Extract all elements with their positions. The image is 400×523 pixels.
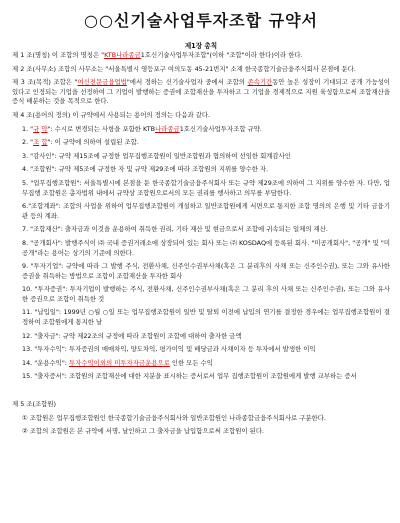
article-3	[12, 78, 390, 107]
article-5-clause-2: ② 조합의 조합원은 본 규약에 서명, 날인하고 그 출자금을 납입함으로써 조합원이 된다.	[22, 427, 265, 436]
definition-1-text-b: ": 수시로 변경되는 사항을 포함한 KTB	[47, 124, 155, 133]
definition-12: 12. "출자금": 규약 제22조의 규정에 따라 조합원이 조합에 대하여 출자한 금액	[22, 331, 242, 340]
definition-14-highlight: 투자수익이외의 미투자자금운용으로	[68, 358, 170, 367]
article-3-highlight-a: 여신전문금융업법	[77, 78, 127, 87]
definition-2-highlight-b: 합	[41, 138, 48, 147]
section-spacer	[12, 386, 390, 400]
article-3-text-c: 동안 높은 성장이 기대되고 공개 가능성이 있다고 인정되는 기업을 선정하여 그 기업이 발행하는 증권에 조합재산을 투자하고 그 기업을 경제적으로 지원 육성함으로써 조합재산을 증식 배분하는 것을 목적으로 한다.	[12, 78, 390, 106]
definition-9: 9. "투자기업": 규약에 따라 그 발행 주식, 전환사채, 신주인수권부사채(혹은 그 분리후의 사채 또는 신주인수권), 또는 그와 유사한 증권을 취득하는 방법으로 조합이 조합재산을 투자한 회사	[22, 262, 390, 280]
article-3-highlight-b: 존속기간	[247, 78, 273, 87]
article-4: 제 4 조(용어의 정의) 이 규약에서 사용되는 용어의 정의는 다음과 같다.	[12, 110, 211, 119]
article-3-text-b: "에서 정하는 신기술사업자 중에서 조합의	[126, 78, 248, 87]
definition-5: 5. "업무집행조합원": 서울특별시에 본점을 둔 한국종합기술금융주식회사 또는 규약 제29조에 의하여 그 지위를 양수한 자. 다만, 업무집행 조합원은 총자법위 내에서 규약상 조합원으로서의 모든 권리를 행사하고 의무를 부담한다.	[22, 178, 390, 197]
definition-13: 13. "투자수익": 투자증권의 매매차익, 양도차익, 평가이익 및 배당금과 사채이자 등 투자에서 발생한 이익	[22, 345, 316, 354]
definition-14	[22, 359, 390, 369]
article-1-highlight: KTB나라종금	[104, 51, 141, 59]
definition-3: 3. "감사인": 규약 제15조에 규정한 업무집행조합원이 일반조합원과 협의하여 선임한 회계감사인	[22, 151, 291, 160]
article-3-text-a: 제 3 조(목적) 조합은 "	[12, 78, 78, 87]
definition-11: 11. "납입일": 1999년 ○월 ○일 또는 업무집행조합원이 일반 및 탈퇴 이전에 납입의 연기를 결정한 경우에는 업무집행조합원이 결정하여 조합원에게 통지한 날	[22, 308, 390, 327]
article-1	[12, 51, 390, 61]
definition-10: 10. "투자증권": 투자기업이 발행하는 주식, 전환사채, 신주인수권부사채(혹은 그 분리 후의 사채 또는 신주인수권), 또는 그와 유사한 증권으로 조합이 취득한 것	[22, 285, 390, 303]
definition-2-text-b: ": 이 규약에 의하여 설립된 조합.	[47, 138, 139, 147]
definition-1-highlight-b: 약	[41, 124, 48, 133]
definition-8: 8. "공개회사": 발행주식이 ㈜ 국내 증권거래소에 상장되어 있는 회사 또는 ㈜ KOSDAQ에 등록된 회사. "미공개회사", "공개" 및 "미공개"라는 용어는 상기의 기준에 의한다.	[22, 238, 390, 257]
article-5: 제 5 조(조합원)	[12, 400, 56, 409]
chapter-heading: 제1장 총칙	[184, 42, 218, 50]
definition-14-text-a: 14. "운용수익":	[22, 358, 69, 367]
document-title: ○○신기술사업투자조합 규약서	[84, 11, 318, 30]
article-1-text-b: 1호신기술사업투자조합"(이하 "조합"이라 한다)이라 한다.	[140, 51, 303, 59]
definition-2-text-a: 2. "	[22, 138, 34, 147]
article-1-text-a: 제 1 조(명칭) 이 조합의 명칭은 "	[12, 51, 105, 59]
article-5-clause-1: ① 조합원은 업무집행조합원인 한국종합기술금융주식회사와 일반조합원인 나라종합금융주식회사로 구분한다.	[22, 413, 326, 422]
definition-15: 15. "출자증서": 조합원의 조합재산에 대한 지분을 표시하는 증서로서 업무 집행조합원이 조합원에게 발행 교부하는 증서	[22, 372, 357, 381]
definition-2	[22, 138, 390, 148]
definition-7: 7. "조합재산": 출자금과 이것을 운용하여 취득한 권리, 기타 재산 및 현금으로서 조합에 귀속되는 일체의 재산.	[22, 225, 328, 234]
definition-6: 6."조합계좌": 조합의 사업을 위하여 업무집행조합원이 개설하고 일반조합원에게 서면으로 통지한 조합 명의의 은행 및 기타 금융기관 등의 계좌.	[22, 202, 390, 220]
article-2: 제 2 조(사무소) 조합의 사무소는 "서울특별시 영등포구 여의도동 45-21번지" 소재 한국종합기술금융주식회사 본점에 둔다.	[12, 64, 356, 73]
definition-4: 4. "조합원": 규약 제5조에 규정한 자 및 규약 제29조에 따라 조합원의 지위를 양수한 자.	[22, 165, 269, 174]
definition-1-text-a: 1. "	[22, 124, 34, 133]
definition-1-text-c: 1호신기술사업투자조합 규약.	[179, 124, 262, 133]
definition-1-highlight-c: 나라종금	[154, 124, 180, 133]
definition-2-highlight-a: 조	[33, 138, 40, 147]
definition-1-highlight-a: 규	[33, 124, 40, 133]
definition-14-text-b: 인한 모든 수익	[169, 358, 213, 367]
definition-1	[22, 125, 390, 135]
